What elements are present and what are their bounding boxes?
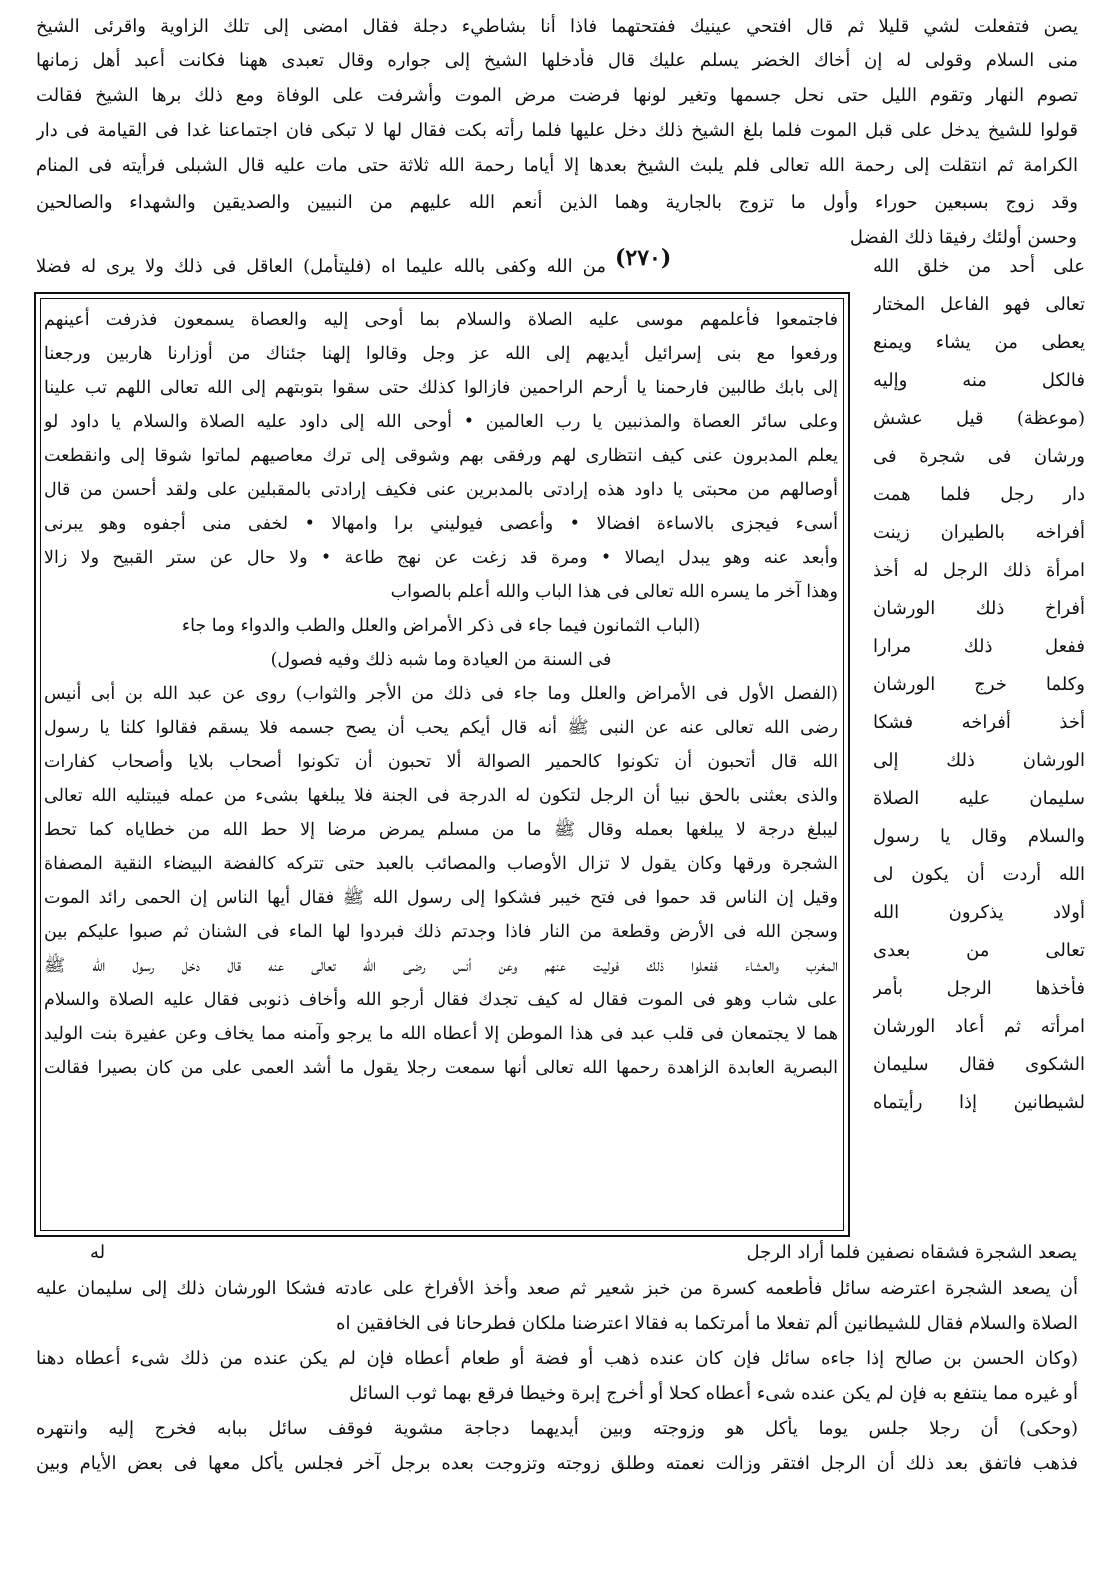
chapter-heading: (الباب الثمانون فيما جاء فى ذكر الأمراض والعلل والطب والدواء وما جاء (181, 616, 701, 636)
box-text-line: والذى بعثنى بالحق نبيا أن الرجل لتكون له الدرجة فى الجنة فلا يبلغها بشىء من عمله فيبتليه الله تعالى (44, 786, 838, 806)
side-text-line: يعطى من يشاء ويمنع (873, 332, 1085, 353)
box-text-line: ليبلغ درجة لا يبلغها بعمله وقال ﷺ ما من مسلم يمرض مرضا إلا حط الله من خطاياه كما تحط (44, 820, 838, 840)
box-text-line: فاجتمعوا فأعلمهم موسى عليه الصلاة والسلام بما أوحى إليه والعصاة يسمعون فذرفت أعينهم (44, 310, 838, 330)
side-text-line: الله أردت أن يكون لى (873, 864, 1085, 885)
side-text-line: فأخذها الرجل بأمر (873, 978, 1085, 999)
text-line: أو غيره مما ينتفع به فإن لم يكن عنده شىء أعطاه كحلا أو أخرج إبرة وخيطا فرقع بهما ثوب السائل (349, 1383, 1078, 1404)
text-line: فذهب فاتفق بعد ذلك أن الرجل افتقر وزالت نعمته وطلق زوجته وتزوجت بعده برجل آخر فجلس يأكل معها فى بعض الأيام وبين (36, 1453, 1078, 1474)
side-text-line: فالكل منه وإليه (873, 370, 1085, 391)
text-line: وقد زوج بسبعين حوراء وأول ما تزوج بالجارية وهما الذين أنعم الله عليهم من النبيين والصديقين والشهداء والصالحين (36, 192, 1078, 213)
side-text-line: ورشان فى شجرة فى (873, 446, 1085, 467)
box-text-line: المغرب والعشاء ففعلوا ذلك فوليت عنهم وعن أنس رضى الله تعالى عنه قال دخل رسول الله ﷺ (44, 956, 838, 976)
box-text-line: ورفعوا مع بنى إسرائيل أيديهم إلى الله عز وجل وقالوا إلهنا جئناك من أوزارنا هاربين ورجعنا (44, 344, 838, 364)
box-text-line: أسىء فيجزى بالاساءة افضالا • وأعصى فيوليني برا وامهالا • لخفى منى أجفوه وهو يبرنى (44, 514, 838, 534)
side-text-line: والسلام وقال يا رسول (873, 826, 1085, 847)
box-text-line: رضى الله تعالى عنه عن النبى ﷺ أنه قال أيكم يحب أن يصح جسمه فلا يسقم فقالوا كلنا يا رسول (44, 718, 838, 738)
box-text-line: الله قال أتحبون أن تكونوا كالحمير الصوالة ألا تحبون أن تكونوا أصحاب بلايا وأصحاب كفارات (44, 752, 838, 772)
text-line: تصوم النهار وتقوم الليل حتى نحل جسمها وتغير لونها فرضت مرض الموت وأشرفت على الوفاة ومع ذلك برها الشيخ فقالت (36, 85, 1078, 106)
side-text-line: أفراخ ذلك الورشان (873, 598, 1085, 619)
box-text-line: (الفصل الأول فى الأمراض والعلل وما جاء فى ذلك من الأجر والثواب) روى عن عبد الله بن أبى أنيس (44, 684, 838, 704)
box-text-line: وعلى سائر العصاة والمذنبين يا رب العالمين • أوحى الله إلى داود عليه الصلاة والسلام يا داود لو (44, 412, 838, 432)
side-text-line: ففعل ذلك مرارا (873, 636, 1085, 657)
text-line: (وكان الحسن بن صالح إذا جاءه سائل فإن كان عنده ذهب أو فضة أو طعام أعطاه فإن لم يكن عنده من ذلك شىء أعطاه دهنا (36, 1348, 1078, 1369)
text-line: أن يصعد الشجرة اعترضه سائل فأطعمه كسرة من خبز شعير ثم صعد وأخذ الأفراخ على عادته فشكا الورشان ذلك إلى سليمان عليه (36, 1278, 1078, 1299)
text-line: يصن فتفعلت لشي قليلا ثم قال افتحي عينيك ففتحتهما فاذا أنا بشاطيء دجلة فقال امضى إلى تلك الزاوية واقرئى الشيخ (36, 16, 1078, 37)
box-text-line: البصرية العابدة الزاهدة رحمها الله تعالى أنها سمعت رجلا يقول ما أشد العمى على من كان بصيرا فقالت (44, 1058, 838, 1078)
box-text-line: يعلم المدبرون عنى كيف انتظارى لهم ورفقى بهم وشوقى إلى ترك معاصيهم لماتوا شوقا إلى وانقطعت (44, 446, 838, 466)
box-text-line: الشجرة ورقها وكان يقول لا تزال الأوصاب والمصائب بالعبد حتى تتركه كالفضة البيضاء النقية المصفاة (44, 854, 838, 874)
side-text-line: امرأة ذلك الرجل له أخذ (873, 560, 1085, 581)
text-line: (وحكى) أن رجلا جلس يوما يأكل هو وزوجته وبين أيديهما دجاجة مشوية فوقف سائل ببابه فخرج إليه وانتهره (36, 1418, 1078, 1439)
text-line: له (90, 1242, 106, 1263)
box-text-line: على شاب وهو فى الموت فقال له كيف تجدك فقال أرجو الله وأخاف ذنوبى فقال عليه الصلاة والسلام (44, 990, 838, 1010)
text-line: قولوا للشيخ يدخل على قبل الموت فلما بلغ الشيخ ذلك دخل عليها فلما رأته بكت فقال لها لا تبكى فان اجتماعنا غدا فى القيامة فى دار (36, 120, 1078, 141)
side-text-line: وكلما خرج الورشان (873, 674, 1085, 695)
side-text-line: تعالى من بعدى (873, 940, 1085, 961)
side-text-line: دار رجل فلما همت (873, 484, 1085, 505)
text-line: وحسن أولئك رفيقا ذلك الفضل (849, 227, 1077, 248)
box-text-line: وقيل إن الناس قد حموا فى فتح خيبر فشكوا إلى رسول الله ﷺ فقال أيها الناس إن الحمى رائد الموت (44, 888, 838, 908)
page-number: (٢٧٠) (615, 245, 672, 271)
side-text-line: أولاد يذكرون الله (873, 902, 1085, 923)
side-text-line: امرأته ثم أعاد الورشان (873, 1016, 1085, 1037)
side-text-line: أفراخه بالطيران زينت (873, 522, 1085, 543)
side-text-line: سليمان عليه الصلاة (873, 788, 1085, 809)
text-line: الصلاة والسلام فقال للشيطانين ألم تفعلا ما أمرتكما به فقالا اعترضنا ملكان فطرحانا فى الخافقين اه (336, 1313, 1078, 1334)
text-line: من الله وكفى بالله عليما اه (فليتأمل) العاقل فى ذلك ولا يرى له فضلا (36, 256, 606, 277)
side-text-line: الشكوى فقال سليمان (873, 1054, 1085, 1075)
chapter-heading: فى السنة من العيادة وما شبه ذلك وفيه فصول) (270, 650, 612, 670)
box-text-line: أوصالهم من محبتى يا داود هذه إرادتى بالمدبرين عنى فكيف إرادتى بالمقبلين على ولقد أحسن من قال (44, 480, 838, 500)
box-text-line: وهذا آخر ما يسره الله تعالى فى هذا الباب والله أعلم بالصواب (390, 582, 838, 602)
text-line: الكرامة ثم انتقلت إلى رحمة الله تعالى فلم يلبث الشيخ بعدها إلا أياما رحمة الله ثلاثة حتى مات عليه قال الشبلى فرأيته فى المنام (36, 155, 1078, 176)
side-text-line: (موعظة) قيل عشش (873, 408, 1085, 429)
box-text-line: إلى بابك طالبين فارحمنا يا أرحم الراحمين فازالوا كذلك حتى سقوا بتوبتهم إلى الله تعالى اللهم تب علينا (44, 378, 838, 398)
text-line: منى السلام وقولى له إن أخاك الخضر يسلم عليك قال فأدخلها الشيخ إلى جواره وقال تعبدى ههنا فكانت أعبد أهل زمانها (36, 50, 1078, 71)
box-text-line: وسجن الله فى الأرض وقطعة من النار فاذا وجدتم ذلك فبردوا لها الماء فى الشنان ثم صبوا عليكم بين (44, 922, 838, 942)
side-text-line: لشيطانين إذا رأيتماه (873, 1092, 1085, 1113)
box-text-line: وأبعد عنه وهو يبدل ايصالا • ومرة قد زغت عن نهج طاعة • ولا حال عن ستر القبيح ولا زالا (44, 548, 838, 568)
box-text-line: هما لا يجتمعان فى قلب عبد فى هذا الموطن إلا أعطاه الله ما يرجو وآمنه مما يخاف وعن عفيرة بنت الوليد (44, 1024, 838, 1044)
text-line: يصعد الشجرة فشقاه نصفين فلما أراد الرجل (746, 1242, 1077, 1263)
side-text-line: تعالى فهو الفاعل المختار (873, 294, 1085, 315)
side-text-line: أخذ أفراخه فشكا (873, 712, 1085, 733)
side-text-line: على أحد من خلق الله (873, 256, 1085, 277)
side-text-line: الورشان ذلك إلى (873, 750, 1085, 771)
